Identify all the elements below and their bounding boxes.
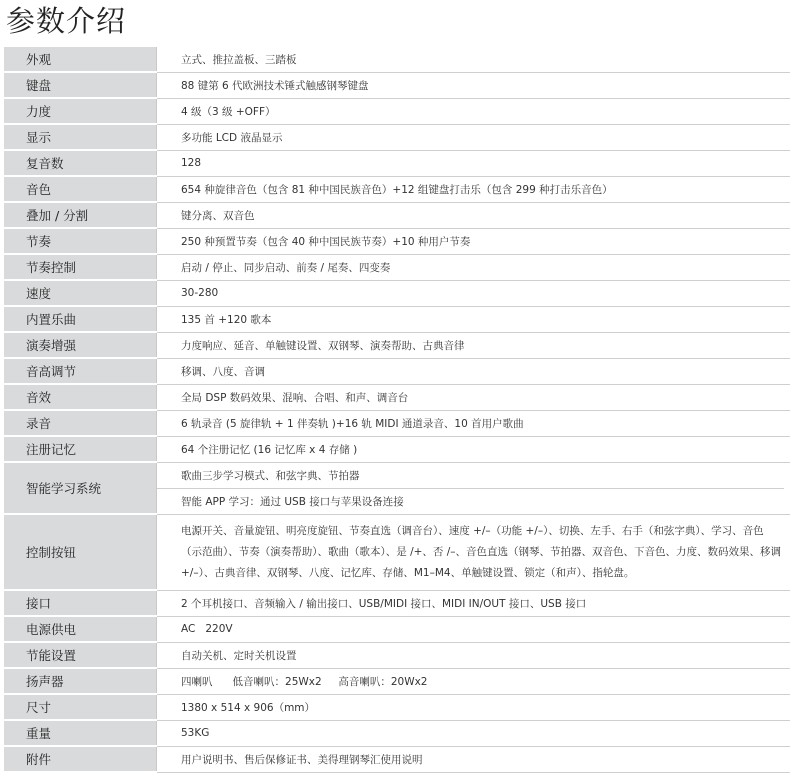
table-row xyxy=(4,514,790,590)
row-label: 扬声器 xyxy=(4,668,157,694)
row-label: 音效 xyxy=(4,384,157,410)
table-row xyxy=(4,72,790,98)
row-subvalue: 歌曲三步学习模式、和弦字典、节拍器 xyxy=(157,463,784,488)
row-value: 四喇叭 低音喇叭：25Wx2 高音喇叭：20Wx2 xyxy=(157,668,790,694)
row-value xyxy=(157,462,790,514)
row-value: 1380 x 514 x 906（mm） xyxy=(157,694,790,720)
row-label: 电源供电 xyxy=(4,616,157,642)
table-row xyxy=(4,720,790,746)
row-value: 53KG xyxy=(157,720,790,746)
row-label: 外观 xyxy=(4,47,157,72)
row-value: 全局 DSP 数码效果、混响、合唱、和声、调音台 xyxy=(157,384,790,410)
row-label: 叠加 / 分割 xyxy=(4,202,157,228)
table-row xyxy=(4,410,790,436)
table-row xyxy=(4,254,790,280)
table-row xyxy=(4,616,790,642)
row-label: 重量 xyxy=(4,720,157,746)
row-value: 64 个注册记忆 (16 记忆库 x 4 存储 ) xyxy=(157,436,790,462)
table-row xyxy=(4,47,790,72)
page-title: 参数介绍 xyxy=(6,2,126,40)
row-label: 内置乐曲 xyxy=(4,306,157,332)
row-value: 自动关机、定时关机设置 xyxy=(157,642,790,668)
row-label: 附件 xyxy=(4,746,157,772)
row-label: 音色 xyxy=(4,176,157,202)
row-value: 88 键第 6 代欧洲技术锤式触感钢琴键盘 xyxy=(157,72,790,98)
table-row xyxy=(4,642,790,668)
row-label: 节奏 xyxy=(4,228,157,254)
table-row xyxy=(4,668,790,694)
row-value: AC 220V xyxy=(157,616,790,642)
row-label: 复音数 xyxy=(4,150,157,176)
row-value: 电源开关、音量旋钮、明亮度旋钮、节奏直选（调音台）、速度 +/–（功能 +/–）、切换、左手、右手（和弦字典）、学习、音色（示范曲）、节奏（演奏帮助）、歌曲（歌本）、是 /+、否 /–、音色直选（钢琴、节拍器、双音色、下音色、力度、数码效果、移调 +/–）、古典音律、双钢琴、八度、记忆库、存储、M1–M4、单触键设置、锁定（和声）、指轮盘。 xyxy=(157,514,790,590)
row-label: 音高调节 xyxy=(4,358,157,384)
table-row xyxy=(4,150,790,176)
table-row xyxy=(4,436,790,462)
row-value: 128 xyxy=(157,150,790,176)
table-row xyxy=(4,332,790,358)
table-row xyxy=(4,384,790,410)
table-row xyxy=(4,306,790,332)
row-label: 注册记忆 xyxy=(4,436,157,462)
row-value: 30-280 xyxy=(157,280,790,306)
table-row xyxy=(4,280,790,306)
row-label: 力度 xyxy=(4,98,157,124)
row-value: 654 种旋律音色（包含 81 种中国民族音色）+12 组键盘打击乐（包含 299 种打击乐音色） xyxy=(157,176,790,202)
row-label: 演奏增强 xyxy=(4,332,157,358)
row-value: 力度响应、延音、单触键设置、双钢琴、演奏帮助、古典音律 xyxy=(157,332,790,358)
table-row xyxy=(4,462,790,514)
table-row xyxy=(4,98,790,124)
row-value: 用户说明书、售后保修证书、美得理钢琴汇使用说明 xyxy=(157,746,790,772)
row-label: 速度 xyxy=(4,280,157,306)
row-value: 4 级（3 级 +OFF） xyxy=(157,98,790,124)
row-label: 接口 xyxy=(4,590,157,616)
row-value: 250 种预置节奏（包含 40 种中国民族节奏）+10 种用户节奏 xyxy=(157,228,790,254)
table-row xyxy=(4,746,790,772)
table-row xyxy=(4,358,790,384)
row-value: 键分离、双音色 xyxy=(157,202,790,228)
row-label: 录音 xyxy=(4,410,157,436)
table-row xyxy=(4,590,790,616)
row-label: 节奏控制 xyxy=(4,254,157,280)
row-value: 135 首 +120 歌本 xyxy=(157,306,790,332)
table-row xyxy=(4,694,790,720)
row-label: 控制按钮 xyxy=(4,514,157,590)
spec-table xyxy=(4,47,790,773)
table-row xyxy=(4,124,790,150)
table-row xyxy=(4,176,790,202)
table-row xyxy=(4,202,790,228)
row-value: 6 轨录音 (5 旋律轨 + 1 伴奏轨 )+16 轨 MIDI 通道录音、10 首用户歌曲 xyxy=(157,410,790,436)
row-value: 多功能 LCD 液晶显示 xyxy=(157,124,790,150)
row-value: 启动 / 停止、同步启动、前奏 / 尾奏、四变奏 xyxy=(157,254,790,280)
row-label: 键盘 xyxy=(4,72,157,98)
row-label: 节能设置 xyxy=(4,642,157,668)
row-label: 尺寸 xyxy=(4,694,157,720)
row-label: 显示 xyxy=(4,124,157,150)
row-value: 2 个耳机接口、音频输入 / 输出接口、USB/MIDI 接口、MIDI IN/OUT 接口、USB 接口 xyxy=(157,590,790,616)
row-subvalue: 智能 APP 学习：通过 USB 接口与苹果设备连接 xyxy=(157,488,784,514)
row-label: 智能学习系统 xyxy=(4,462,157,514)
table-row xyxy=(4,228,790,254)
row-value: 立式、推拉盖板、三踏板 xyxy=(157,47,790,72)
row-value: 移调、八度、音调 xyxy=(157,358,790,384)
